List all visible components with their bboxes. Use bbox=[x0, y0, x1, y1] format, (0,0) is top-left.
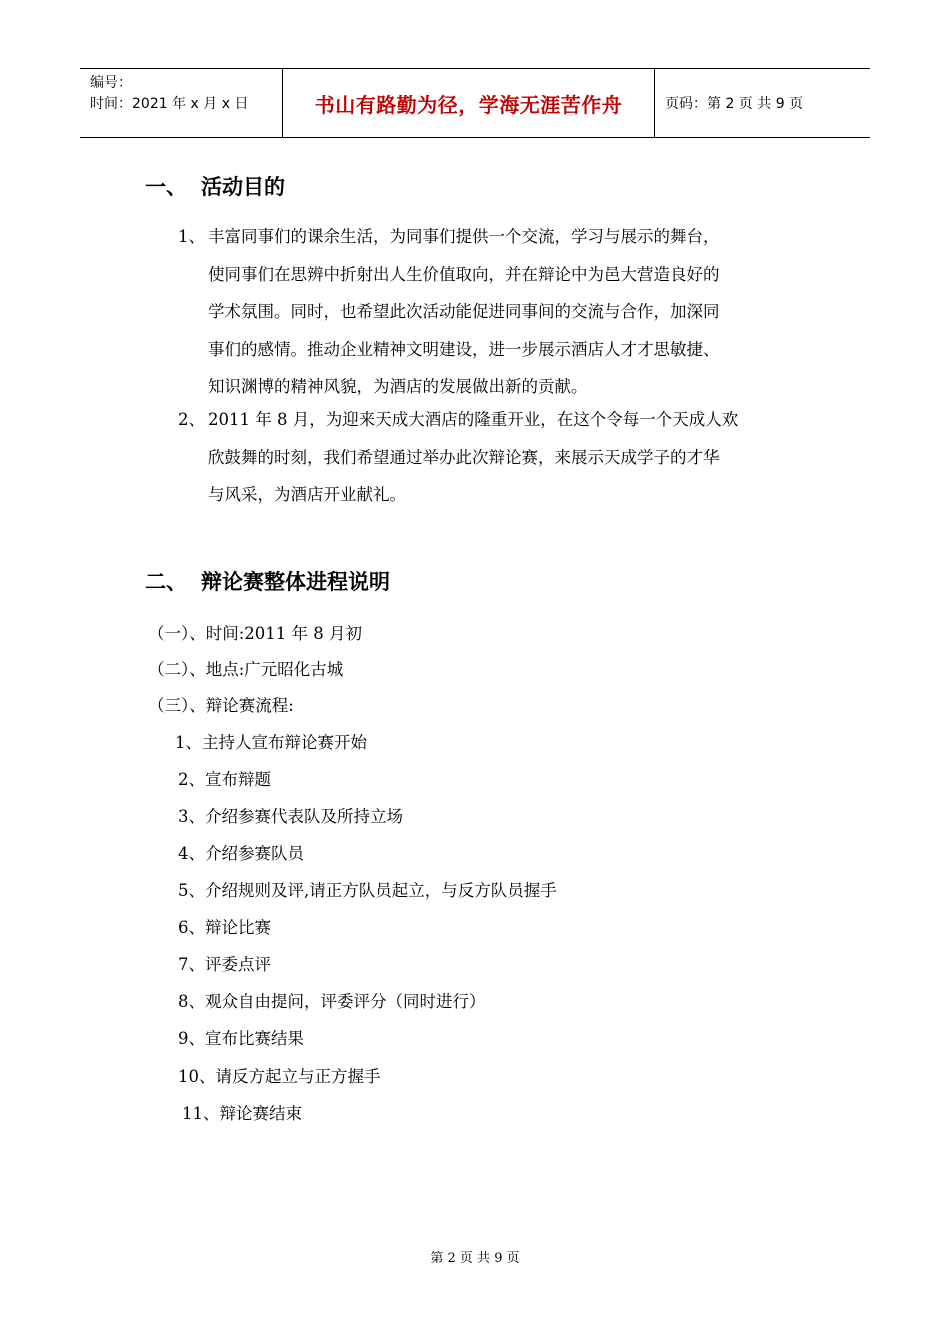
section-title: 辩论赛整体进程说明 bbox=[201, 570, 390, 594]
text-line: 事们的感情。推动企业精神文明建设，进一步展示酒店人才才思敏捷、 bbox=[208, 339, 720, 359]
flow-step: 1、主持人宣布辩论赛开始 bbox=[175, 733, 367, 752]
detail-flow: （三）、辩论赛流程: bbox=[148, 696, 294, 715]
section-heading-1 bbox=[145, 171, 285, 201]
flow-step: 3、介绍参赛代表队及所持立场 bbox=[178, 807, 403, 826]
text-line: 学术氛围。同时，也希望此次活动能促进同事间的交流与合作，加深同 bbox=[208, 302, 720, 321]
list-item-number: 1、 bbox=[178, 227, 205, 246]
header-motto: 书山有路勤为径，学海无涯苦作舟 bbox=[282, 69, 655, 137]
flow-step: 10、请反方起立与正方握手 bbox=[178, 1067, 381, 1086]
flow-step: 9、宣布比赛结果 bbox=[178, 1029, 304, 1048]
text-line: 与风采，为酒店开业献礼。 bbox=[208, 485, 406, 504]
header-page-number: 页码：第 2 页 共 9 页 bbox=[665, 96, 804, 112]
section-number: 二、 bbox=[145, 570, 187, 594]
section-number: 一、 bbox=[145, 175, 187, 199]
flow-step: 8、观众自由提问，评委评分（同时进行） bbox=[178, 992, 486, 1011]
text-line: 丰富同事们的课余生活，为同事们提供一个交流，学习与展示的舞台， bbox=[208, 227, 720, 246]
list-item-number: 2、 bbox=[178, 410, 205, 429]
flow-step: 4、介绍参赛队员 bbox=[178, 844, 304, 863]
document-date-label: 时间：2021 年 x 月 x 日 bbox=[90, 96, 249, 112]
flow-step: 6、辩论比赛 bbox=[178, 918, 271, 937]
page-header bbox=[80, 68, 870, 138]
list-item bbox=[178, 218, 818, 406]
list-item-text bbox=[178, 218, 818, 406]
header-meta bbox=[80, 69, 282, 137]
flow-step: 11、辩论赛结束 bbox=[182, 1104, 302, 1123]
text-line: 使同事们在思辨中折射出人生价值取向，并在辩论中为邑大营造良好的 bbox=[208, 264, 720, 284]
section-heading-2 bbox=[145, 566, 390, 596]
document-number-label: 编号： bbox=[90, 75, 132, 91]
detail-time: （一）、时间:2011 年 8 月初 bbox=[148, 624, 363, 643]
flow-step: 5、介绍规则及评,请正方队员起立，与反方队员握手 bbox=[178, 881, 557, 900]
text-line: 2011 年 8 月，为迎来天成大酒店的隆重开业，在这个令每一个天成人欢 bbox=[208, 410, 739, 429]
flow-step: 7、评委点评 bbox=[178, 955, 271, 974]
section-title: 活动目的 bbox=[201, 175, 285, 199]
list-item-text bbox=[178, 401, 818, 514]
text-line: 欣鼓舞的时刻，我们希望通过举办此次辩论赛，来展示天成学子的才华 bbox=[208, 447, 720, 467]
page-footer: 第 2 页 共 9 页 bbox=[430, 1251, 520, 1266]
detail-location: （二）、地点:广元昭化古城 bbox=[148, 660, 344, 679]
text-line: 知识渊博的精神风貌，为酒店的发展做出新的贡献。 bbox=[208, 377, 588, 396]
flow-step: 2、宣布辩题 bbox=[178, 770, 271, 789]
list-item bbox=[178, 401, 818, 514]
